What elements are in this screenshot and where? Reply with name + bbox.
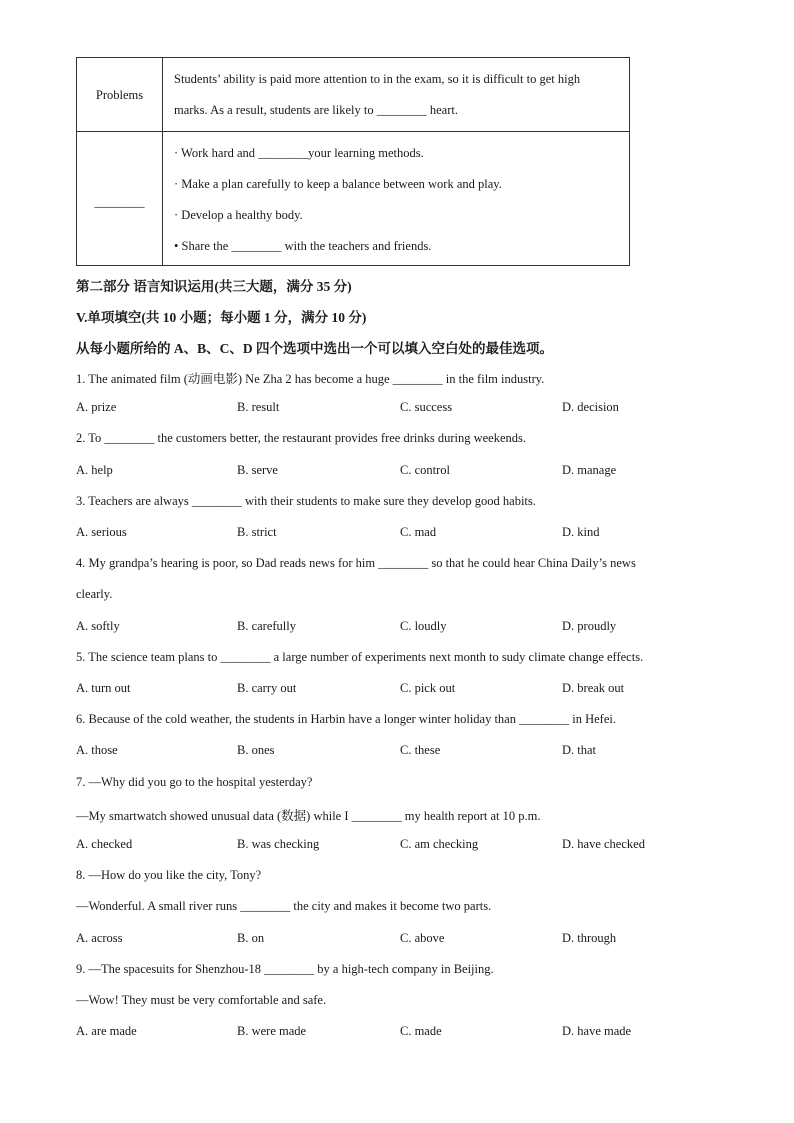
problems-text: marks. As a result, students are likely to ________ heart. bbox=[174, 103, 458, 117]
option: D. decision bbox=[562, 400, 619, 414]
option: B. was checking bbox=[237, 837, 320, 851]
question-text: 1. The animated film (动画电影) Ne Zha 2 has become a huge ________ in the film industry. bbox=[76, 372, 545, 386]
option: A. softly bbox=[76, 619, 120, 633]
option: C. loudly bbox=[400, 619, 447, 633]
instructions: 从每小题所给的 A、B、C、D 四个选项中选出一个可以填入空白处的最佳选项。 bbox=[76, 341, 554, 356]
option: D. through bbox=[562, 931, 617, 945]
question-text: 2. To ________ the customers better, the restaurant provides free drinks during weekends. bbox=[76, 431, 527, 445]
option: B. carefully bbox=[237, 619, 297, 633]
option: C. pick out bbox=[400, 681, 456, 695]
option: B. were made bbox=[237, 1024, 307, 1038]
option: A. checked bbox=[76, 837, 133, 851]
question-text: 8. —How do you like the city, Tony? bbox=[76, 868, 262, 882]
suggestion-item: • Share the ________ with the teachers and friends. bbox=[174, 239, 432, 253]
option: C. these bbox=[400, 743, 441, 757]
question-text: clearly. bbox=[76, 587, 113, 601]
suggestion-item: · Work hard and ________your learning methods. bbox=[174, 146, 424, 160]
problems-label: Problems bbox=[95, 88, 144, 102]
table-divider bbox=[77, 131, 629, 132]
question-text: 3. Teachers are always ________ with their students to make sure they develop good habits. bbox=[76, 494, 536, 508]
blank-label: ________ bbox=[94, 195, 145, 209]
section-heading: 第二部分 语言知识运用(共三大题，满分 35 分) bbox=[76, 279, 352, 294]
question-text: 7. —Why did you go to the hospital yesterday? bbox=[76, 775, 313, 789]
question-text: —My smartwatch showed unusual data (数据) while I ________ my health report at 10 p.m. bbox=[76, 809, 541, 823]
question-text: 4. My grandpa’s hearing is poor, so Dad reads news for him ________ so that he could hear China Daily’s news bbox=[76, 556, 636, 570]
option: A. prize bbox=[76, 400, 117, 414]
option: A. help bbox=[76, 463, 113, 477]
option: B. strict bbox=[237, 525, 277, 539]
option: C. am checking bbox=[400, 837, 479, 851]
option: A. are made bbox=[76, 1024, 137, 1038]
question-text: 9. —The spacesuits for Shenzhou-18 ________ by a high-tech company in Beijing. bbox=[76, 962, 494, 976]
suggestion-item: · Develop a healthy body. bbox=[174, 208, 303, 222]
option: C. made bbox=[400, 1024, 442, 1038]
option: B. on bbox=[237, 931, 265, 945]
option: D. manage bbox=[562, 463, 617, 477]
option: B. ones bbox=[237, 743, 275, 757]
option: C. control bbox=[400, 463, 450, 477]
option: D. that bbox=[562, 743, 597, 757]
question-text: —Wonderful. A small river runs ________ the city and makes it become two parts. bbox=[76, 899, 492, 913]
suggestion-item: · Make a plan carefully to keep a balance between work and play. bbox=[174, 177, 502, 191]
option: D. break out bbox=[562, 681, 625, 695]
option: D. kind bbox=[562, 525, 600, 539]
option: D. have made bbox=[562, 1024, 632, 1038]
option: C. mad bbox=[400, 525, 437, 539]
option: A. serious bbox=[76, 525, 127, 539]
option: A. those bbox=[76, 743, 118, 757]
problems-table bbox=[76, 57, 630, 266]
problems-text: Students’ ability is paid more attention to in the exam, so it is difficult to get high bbox=[174, 72, 581, 86]
option: A. across bbox=[76, 931, 123, 945]
question-text: 6. Because of the cold weather, the students in Harbin have a longer winter holiday than ________ in Hefei. bbox=[76, 712, 616, 726]
part-heading: V.单项填空(共 10 小题；每小题 1 分，满分 10 分) bbox=[76, 310, 367, 325]
question-text: 5. The science team plans to ________ a large number of experiments next month to sudy climate change effects. bbox=[76, 650, 644, 664]
option: C. above bbox=[400, 931, 445, 945]
option: B. serve bbox=[237, 463, 278, 477]
option: D. have checked bbox=[562, 837, 645, 851]
question-text: —Wow! They must be very comfortable and safe. bbox=[76, 993, 327, 1007]
option: C. success bbox=[400, 400, 453, 414]
option: B. carry out bbox=[237, 681, 297, 695]
option: B. result bbox=[237, 400, 280, 414]
table-divider bbox=[162, 58, 163, 265]
option: A. turn out bbox=[76, 681, 131, 695]
option: D. proudly bbox=[562, 619, 617, 633]
